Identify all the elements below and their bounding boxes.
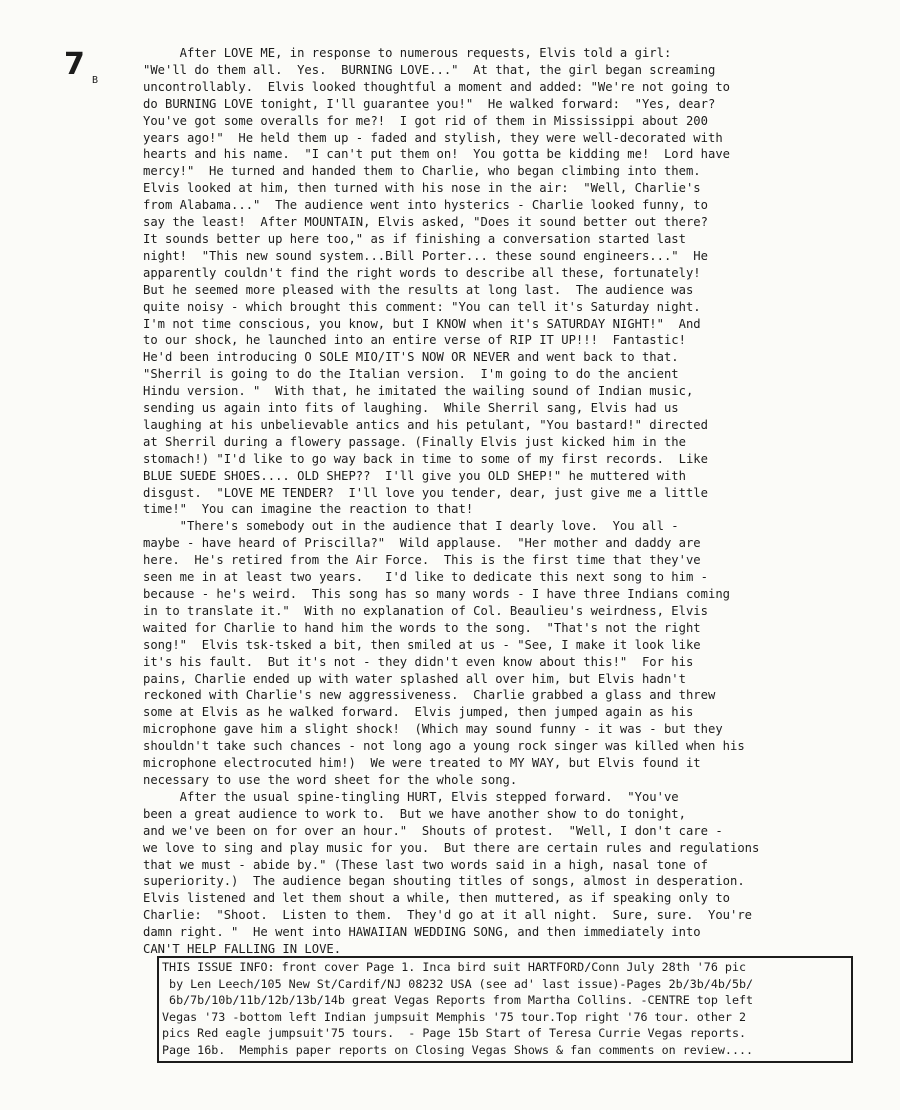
article-line: Charlie: "Shoot. Listen to them. They'd go at it all night. Sure, sure. You're — [143, 908, 753, 923]
article-line: time!" You can imagine the reaction to that! — [143, 502, 474, 517]
article-line: at Sherril during a flowery passage. (Finally Elvis just kicked him in the — [143, 434, 686, 449]
article-line: necessary to use the word sheet for the whole song. — [143, 772, 518, 787]
article-line: years ago!" He held them up - faded and stylish, they were well-decorated with — [143, 130, 723, 145]
article-line: some at Elvis as he walked forward. Elvis jumped, then jumped again as his — [143, 705, 694, 720]
article-line: we love to sing and play music for you. But there are certain rules and regulations — [143, 840, 760, 855]
article-line: and we've been on for over an hour." Shouts of protest. "Well, I don't care - — [143, 823, 723, 838]
article-line: apparently couldn't find the right words to describe all these, fortunately! — [143, 265, 701, 280]
article-line: hearts and his name. "I can't put them on! You gotta be kidding me! Lord have — [143, 147, 730, 162]
article-line: He'd been introducing O SOLE MIO/IT'S NOW OR NEVER and went back to that. — [143, 350, 679, 365]
article-line: stomach!) "I'd like to go way back in time to some of my first records. Like — [143, 451, 708, 466]
issue-info-line: THIS ISSUE INFO: front cover Page 1. Inca bird suit HARTFORD/Conn July 28th '76 pic — [162, 960, 747, 974]
article-line: because - he's weird. This song has so many words - I have three Indians coming — [143, 587, 730, 601]
article-line: Elvis listened and let them shout a while, then muttered, as if speaking only to — [143, 891, 730, 906]
article-line: You've got some overalls for me?! I got rid of them in Mississippi about 200 — [143, 113, 708, 128]
article-line: night! "This new sound system...Bill Porter... these sound engineers..." He — [143, 248, 708, 263]
page-number: 7 — [64, 47, 85, 82]
article-line: do BURNING LOVE tonight, I'll guarantee you!" He walked forward: "Yes, dear? — [143, 96, 716, 111]
article-line: BLUE SUEDE SHOES.... OLD SHEP?? I'll give you OLD SHEP!" he muttered with — [143, 468, 686, 483]
article-line: laughing at his unbelievable antics and his petulant, "You bastard!" directed — [143, 417, 708, 432]
article-line: Hindu version. " With that, he imitated the wailing sound of Indian music, — [143, 384, 694, 399]
article-line: pains, Charlie ended up with water splashed all over him, but Elvis hadn't — [143, 671, 686, 686]
article-line: quite noisy - which brought this comment: "You can tell it's Saturday night. — [143, 299, 701, 314]
article-line: Elvis looked at him, then turned with his nose in the air: "Well, Charlie's — [143, 181, 701, 196]
article-line: that we must - abide by." (These last two words said in a high, nasal tone of — [143, 857, 708, 872]
issue-info-line: by Len Leech/105 New St/Cardif/NJ 08232 USA (see ad' last issue)-Pages 2b/3b/4b/5b/ — [162, 976, 754, 991]
article-line: seen me in at least two years. I'd like to dedicate this next song to him - — [143, 570, 708, 585]
article-line: microphone gave him a slight shock! (Which may sound funny - it was - but they — [143, 722, 723, 737]
article-line: in to translate it." With no explanation of Col. Beaulieu's weirdness, Elvis — [143, 603, 708, 618]
article-line: I'm not time conscious, you know, but I KNOW when it's SATURDAY NIGHT!" And — [143, 316, 701, 331]
article-line: uncontrollably. Elvis looked thoughtful a moment and added: "We're not going to — [143, 79, 730, 94]
article-line: mercy!" He turned and handed them to Charlie, who began climbing into them. — [143, 164, 701, 179]
article-line: song!" Elvis tsk-tsked a bit, then smiled at us - "See, I make it look like — [143, 637, 701, 652]
issue-info-line: Page 16b. Memphis paper reports on Closing Vegas Shows & fan comments on review.... — [162, 1042, 754, 1057]
article-line: CAN'T HELP FALLING IN LOVE. — [143, 942, 342, 957]
article-line: shouldn't take such chances - not long ago a young rock singer was killed when his — [143, 739, 745, 754]
article-line: microphone electrocuted him!) We were treated to MY WAY, but Elvis found it — [143, 756, 701, 771]
article-line: After the usual spine-tingling HURT, Elvis stepped forward. "You've — [143, 789, 679, 804]
article-line: maybe - have heard of Priscilla?" Wild applause. "Her mother and daddy are — [143, 536, 701, 551]
article-line: It sounds better up here too," as if finishing a conversation started last — [143, 231, 686, 246]
article-line: waited for Charlie to hand him the words to the song. "That's not the right — [143, 620, 701, 635]
article-text — [143, 45, 853, 958]
page-number-suffix: B — [92, 75, 99, 86]
article-line: been a great audience to work to. But we have another show to do tonight, — [143, 806, 686, 821]
article-line: to our shock, he launched into an entire verse of RIP IT UP!!! Fantastic! — [143, 333, 686, 348]
article-line: "We'll do them all. Yes. BURNING LOVE..." At that, the girl began screaming — [143, 62, 716, 77]
article-line: damn right. " He went into HAWAIIAN WEDDING SONG, and then immediately into — [143, 925, 701, 940]
article-line: "There's somebody out in the audience that I dearly love. You all - — [143, 519, 679, 534]
article-line: "Sherril is going to do the Italian version. I'm going to do the ancient — [143, 367, 679, 382]
article-line: it's his fault. But it's not - they didn't even know about this!" For his — [143, 654, 694, 669]
issue-info-line: Vegas '73 -bottom left Indian jumpsuit Memphis '75 tour.Top right '76 tour. other 2 — [162, 1009, 747, 1024]
article-line: sending us again into fits of laughing. While Sherril sang, Elvis had us — [143, 401, 679, 416]
article-line: disgust. "LOVE ME TENDER? I'll love you tender, dear, just give me a little — [143, 485, 708, 500]
article-line: superiority.) The audience began shouting titles of songs, almost in desperation. — [143, 874, 745, 889]
article-line: say the least! After MOUNTAIN, Elvis asked, "Does it sound better out there? — [143, 215, 708, 230]
article-line: from Alabama..." The audience went into hysterics - Charlie looked funny, to — [143, 198, 708, 213]
article-line: here. He's retired from the Air Force. This is the first time that they've — [143, 553, 701, 568]
article-line: reckoned with Charlie's new aggressiveness. Charlie grabbed a glass and threw — [143, 688, 716, 703]
issue-info-line: 6b/7b/10b/11b/12b/13b/14b great Vegas Reports from Martha Collins. -CENTRE top left — [162, 993, 754, 1008]
issue-info-box — [157, 956, 853, 1063]
issue-info-line: pics Red eagle jumpsuit'75 tours. - Page 15b Start of Teresa Currie Vegas reports. — [162, 1026, 747, 1041]
article-line: After LOVE ME, in response to numerous requests, Elvis told a girl: — [143, 46, 672, 60]
article-line: But he seemed more pleased with the results at long last. The audience was — [143, 282, 694, 297]
